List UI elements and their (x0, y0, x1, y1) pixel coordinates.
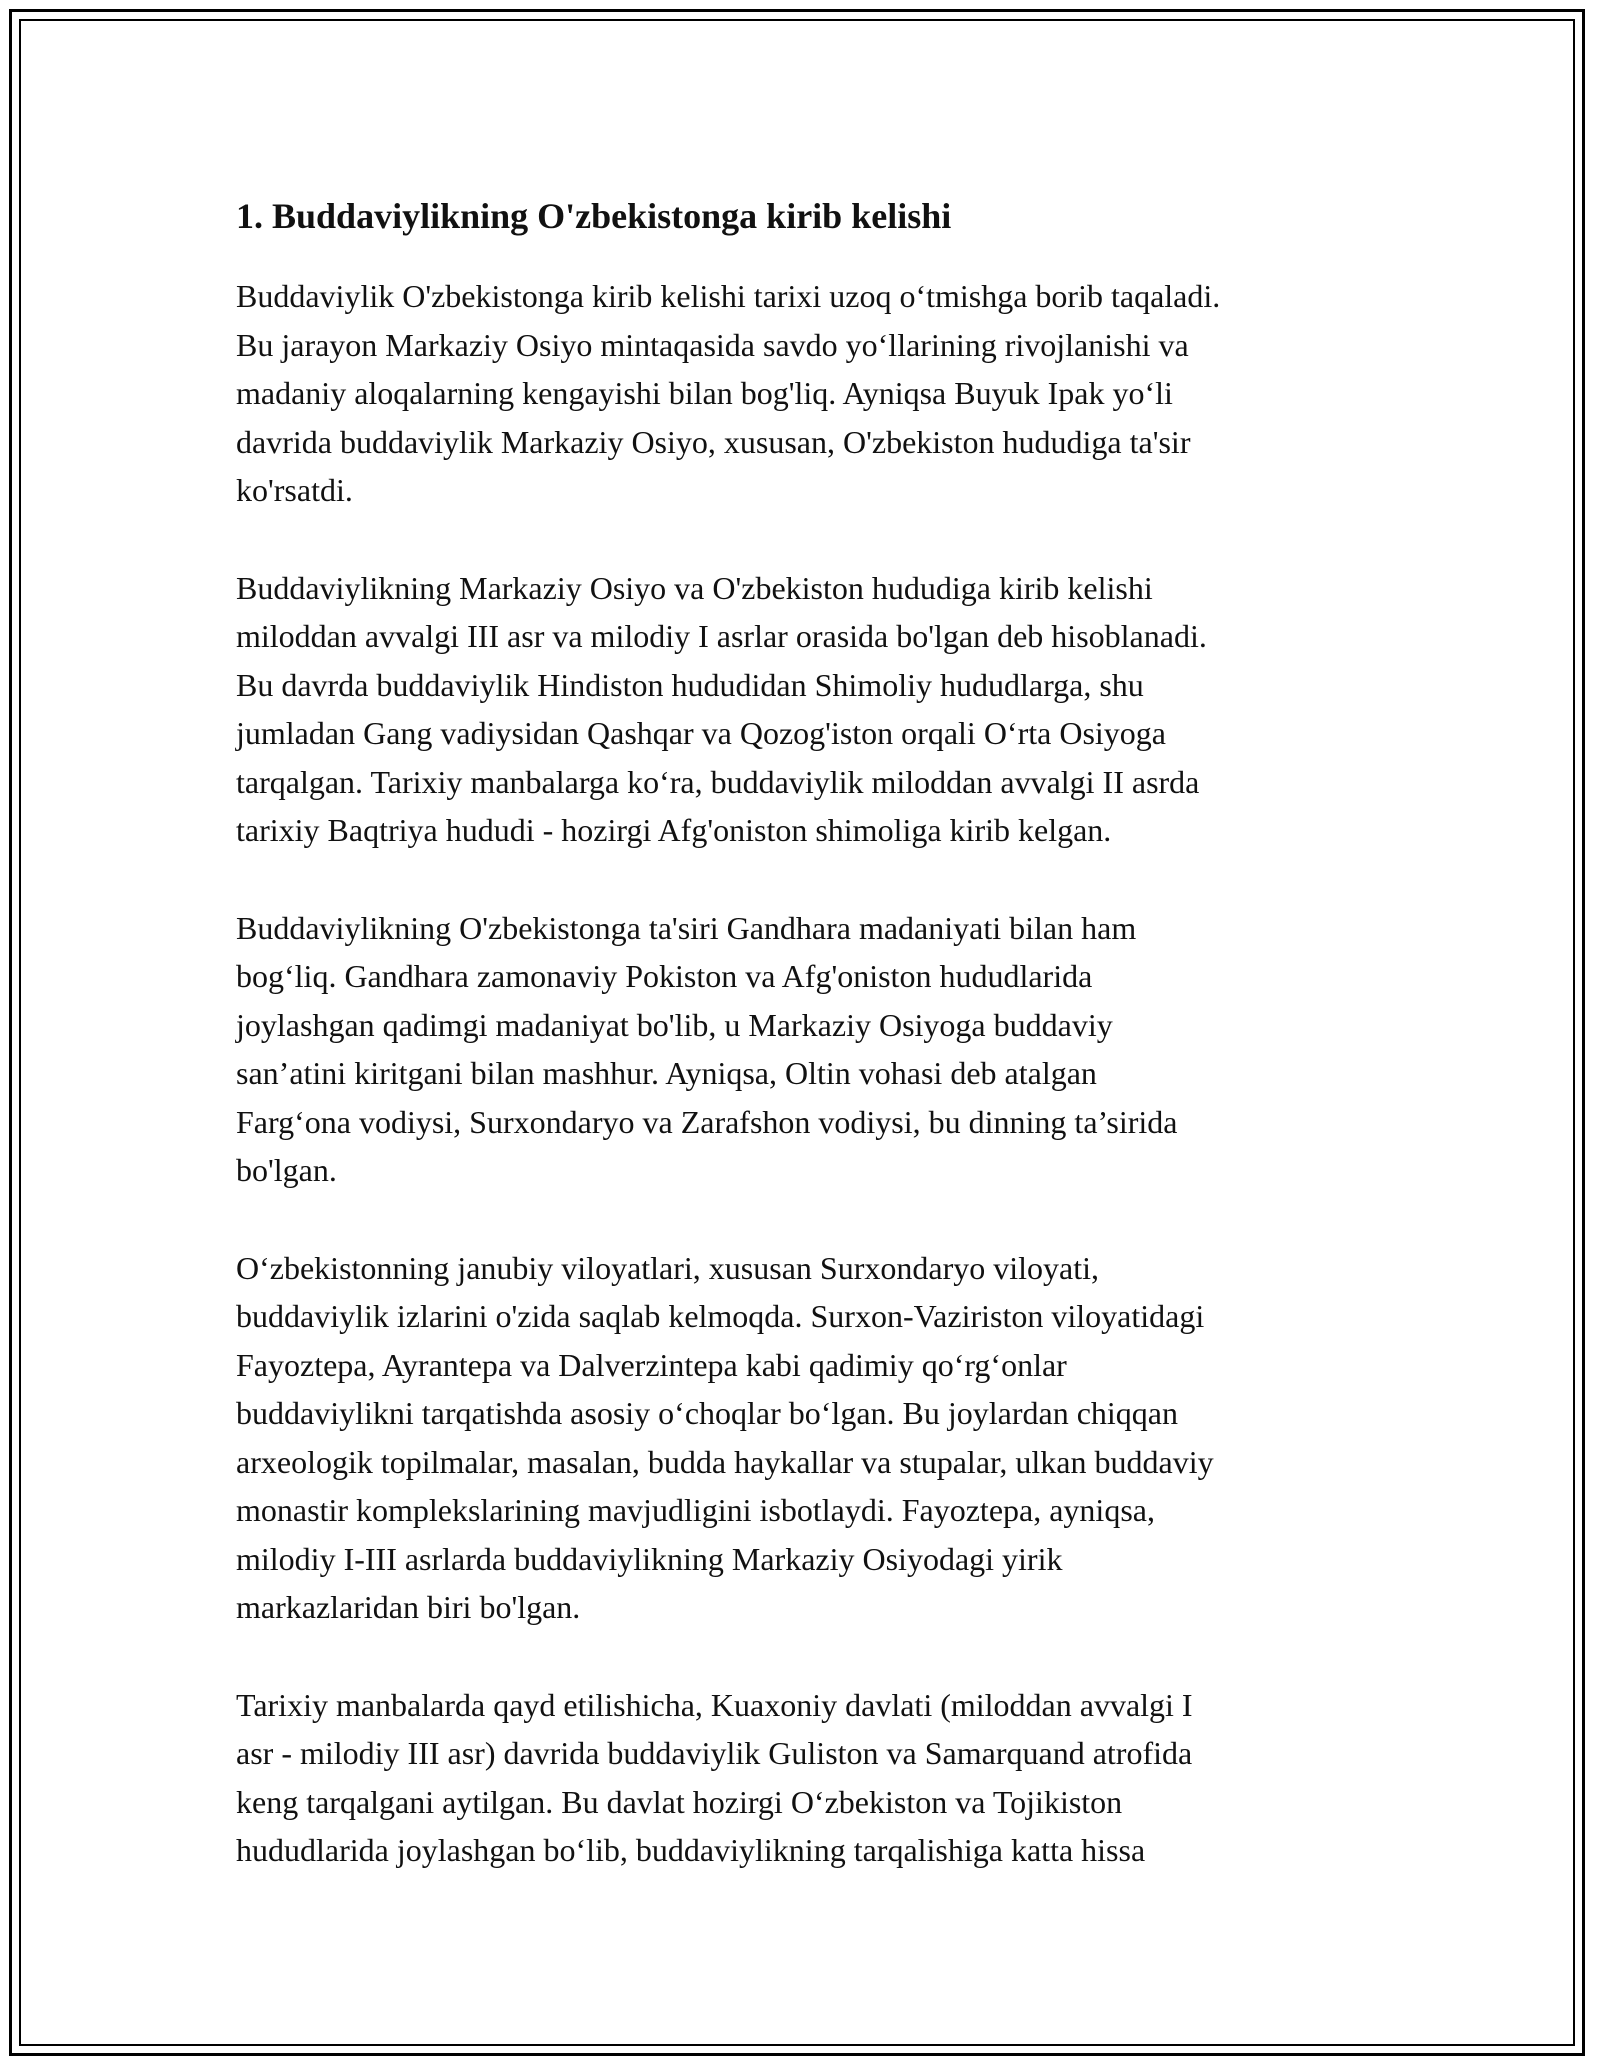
paragraph-line: madaniy aloqalarning kengayishi bilan bog'liq. Ayniqsa Buyuk Ipak yo‘li (236, 375, 1173, 411)
section-heading: 1. Buddaviylikning O'zbekistonga kirib kelishi (236, 196, 952, 236)
paragraph-list (236, 272, 1386, 1875)
paragraph-line: markazlaridan biri bo'lgan. (236, 1589, 581, 1625)
paragraph-line: ko'rsatdi. (236, 472, 353, 508)
paragraph-line: Buddaviylikning Markaziy Osiyo va O'zbekiston hududiga kirib kelishi (236, 569, 1153, 606)
paragraph-line: monastir komplekslarining mavjudligini isbotlaydi. Fayoztepa, ayniqsa, (236, 1492, 1155, 1528)
paragraph-line: miloddan avvalgi III asr va milodiy I asrlar orasida bo'lgan deb hisoblanadi. (236, 618, 1207, 654)
paragraph-line: hududlarida joylashgan bo‘lib, buddaviylikning tarqalishiga katta hissa (236, 1832, 1146, 1868)
paragraph (236, 564, 1386, 855)
paragraph-line: O‘zbekistonning janubiy viloyatlari, xususan Surxondaryo viloyati, (236, 1249, 1099, 1286)
paragraph-line: Buddaviylik O'zbekistonga kirib kelishi tarixi uzoq o‘tmishga borib taqaladi. (236, 278, 1221, 314)
paragraph (236, 272, 1386, 515)
paragraph-line: buddaviylikni tarqatishda asosiy o‘choqlar bo‘lgan. Bu joylardan chiqqan (236, 1395, 1178, 1431)
paragraph (236, 904, 1386, 1195)
paragraph-line: jumladan Gang vadiysidan Qashqar va Qozog'iston orqali O‘rta Osiyoga (236, 715, 1166, 751)
paragraph-line: Farg‘ona vodiysi, Surxondaryo va Zarafshon vodiysi, bu dinning ta’sirida (236, 1103, 1178, 1140)
paragraph-line: bo'lgan. (236, 1152, 337, 1188)
document-body (236, 188, 1386, 1924)
paragraph-line: buddaviylik izlarini o'zida saqlab kelmoqda. Surxon-Vaziriston viloyatidagi (236, 1298, 1205, 1334)
paragraph-line: milodiy I-III asrlarda buddaviylikning Markaziy Osiyodagi yirik (236, 1540, 1063, 1577)
paragraph (236, 1681, 1386, 1875)
paragraph-line: Tarixiy manbalarda qayd etilishicha, Kuaxoniy davlati (miloddan avvalgi I (236, 1686, 1193, 1723)
paragraph-line: Fayoztepa, Ayrantepa va Dalverzintepa kabi qadimiy qo‘rg‘onlar (236, 1346, 1067, 1383)
paragraph-line: san’atini kiritgani bilan mashhur. Ayniqsa, Oltin vohasi deb atalgan (236, 1055, 1097, 1091)
paragraph (236, 1244, 1386, 1632)
paragraph-line: Bu davrda buddaviylik Hindiston hududidan Shimoliy hududlarga, shu (236, 666, 1144, 703)
paragraph-line: bog‘liq. Gandhara zamonaviy Pokiston va Afg'oniston hududlarida (236, 958, 1093, 994)
paragraph-line: keng tarqalgani aytilgan. Bu davlat hozirgi O‘zbekiston va Tojikiston (236, 1783, 1123, 1820)
paragraph-line: arxeologik topilmalar, masalan, budda haykallar va stupalar, ulkan buddaviy (236, 1443, 1214, 1480)
paragraph-line: davrida buddaviylik Markaziy Osiyo, xususan, O'zbekiston hududiga ta'sir (236, 423, 1191, 460)
paragraph-line: asr - milodiy III asr) davrida buddaviylik Guliston va Samarquand atrofida (236, 1735, 1193, 1771)
paragraph-line: joylashgan qadimgi madaniyat bo'lib, u Markaziy Osiyoga buddaviy (236, 1006, 1113, 1043)
paragraph-line: tarixiy Baqtriya hududi - hozirgi Afg'oniston shimoliga kirib kelgan. (236, 812, 1112, 848)
paragraph-line: Buddaviylikning O'zbekistonga ta'siri Gandhara madaniyati bilan ham (236, 909, 1137, 946)
paragraph-line: tarqalgan. Tarixiy manbalarga ko‘ra, buddaviylik miloddan avvalgi II asrda (236, 763, 1200, 800)
paragraph-line: Bu jarayon Markaziy Osiyo mintaqasida savdo yo‘llarining rivojlanishi va (236, 326, 1189, 363)
